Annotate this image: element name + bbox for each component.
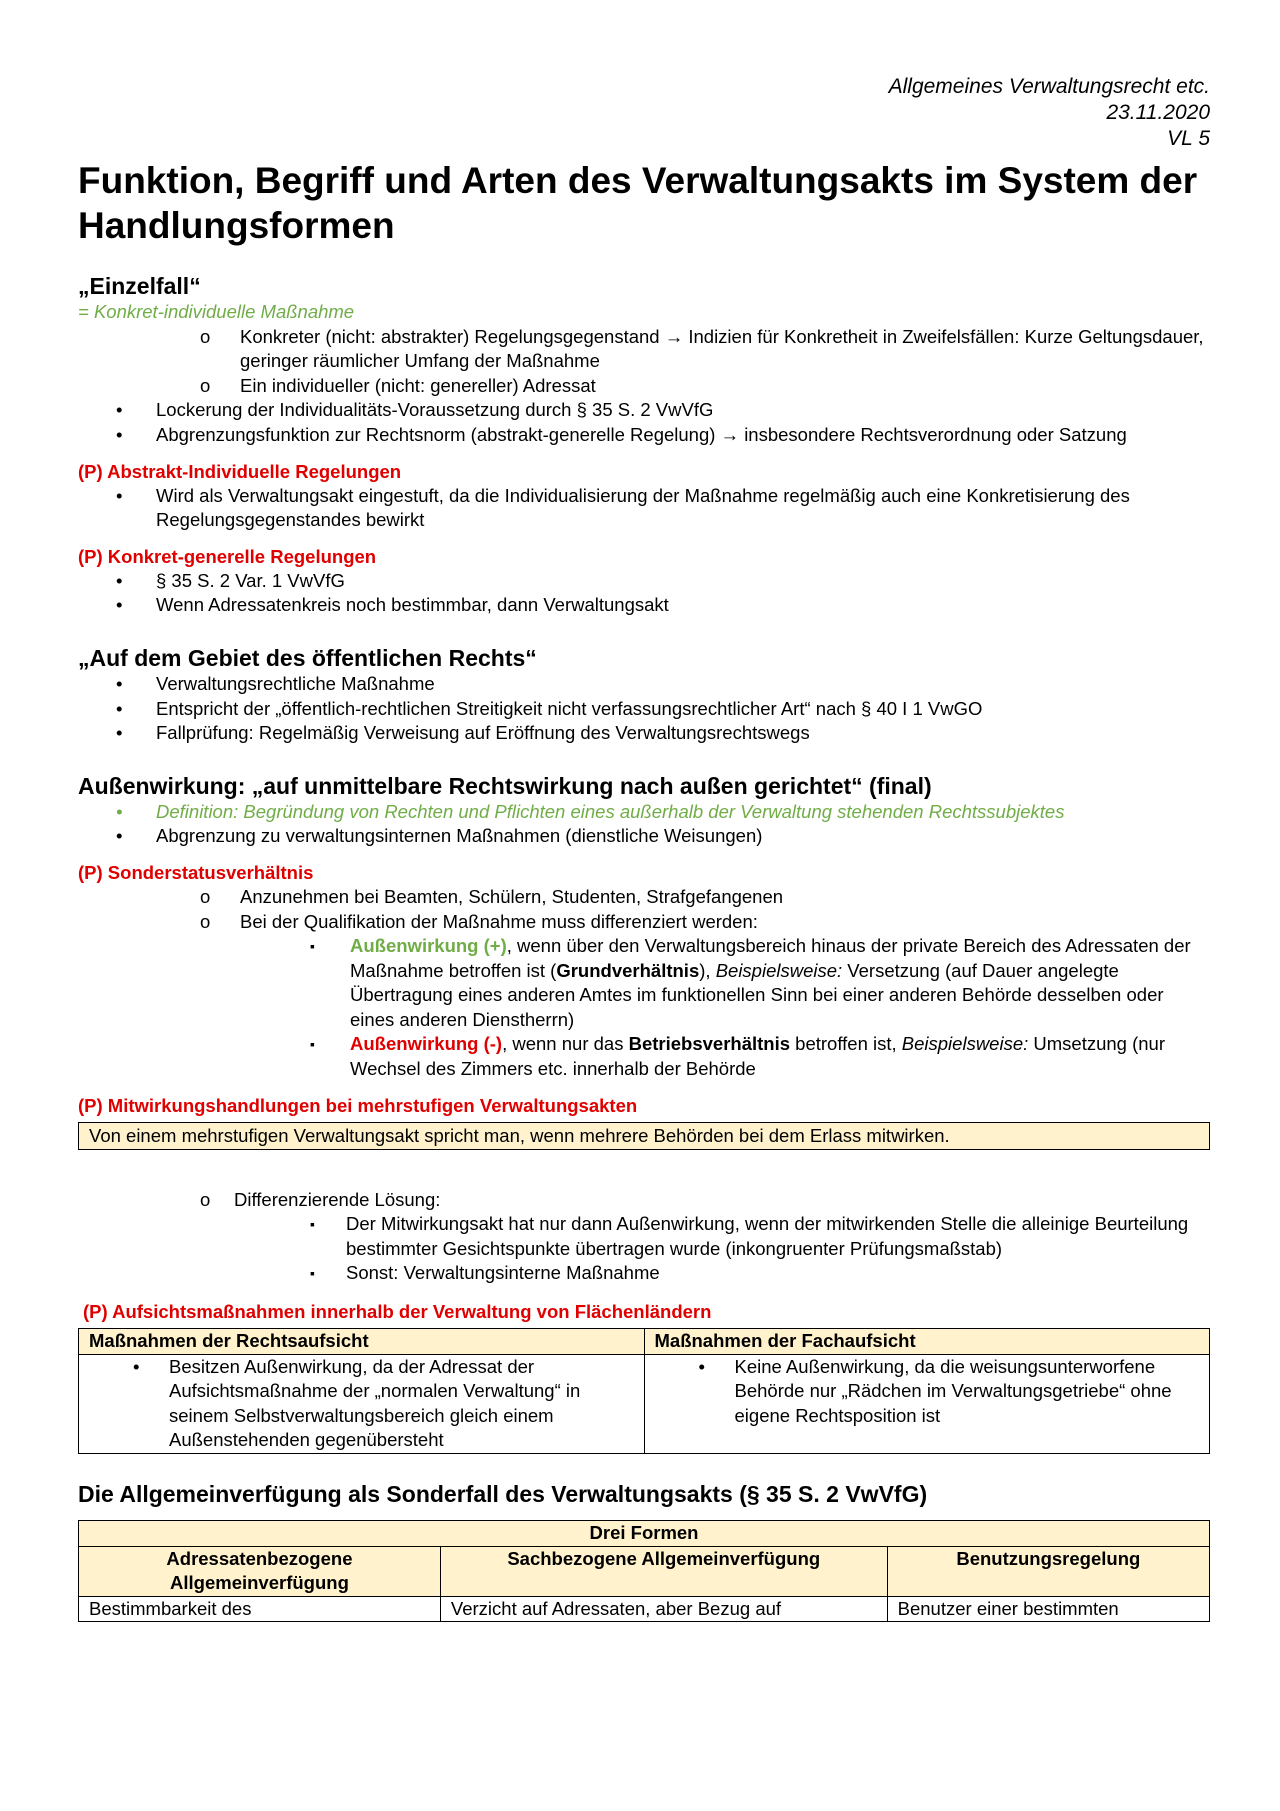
aussenwirkung-negativ-label: Außenwirkung (-) [350, 1033, 503, 1055]
header-meta [78, 74, 1210, 152]
page-title: Funktion, Begriff und Arten des Verwaltungsakts im System der Handlungsformen [78, 160, 1198, 246]
list-item: ▪ Der Mitwirkungsakt hat nur dann Außenwirkung, wenn der mitwirkenden Stelle die alleinige Beurteilung bestimmter Gesichtspunkte übertragen wurde (inkongruenter Prüfungsmaßstab) [78, 1212, 1210, 1261]
mitwirkung-square-list [78, 1212, 1210, 1286]
list-item: o Konkreter (nicht: abstrakter) Regelungsgegenstand → Indizien für Konkretheit in Zweifelsfällen: Kurze Geltungsdauer, geringer räumlicher Umfang der Maßnahme [78, 325, 1210, 374]
column-header-adressatenbezogen: Adressatenbezogene Allgemeinverfügung [79, 1546, 441, 1596]
section-heading-aussenwirkung: Außenwirkung: „auf unmittelbare Rechtswirkung nach außen gerichtet“ (final) [78, 772, 932, 799]
list-item: • Abgrenzungsfunktion zur Rechtsnorm (abstrakt-generelle Regelung) → insbesondere Rechtsverordnung oder Satzung [78, 423, 1210, 448]
list-item-aussenwirkung-negativ [78, 1032, 1210, 1081]
table-cell [79, 1354, 645, 1453]
table-cell: Verzicht auf Adressaten, aber Bezug auf [440, 1596, 887, 1622]
problem-heading-mitwirkung: (P) Mitwirkungshandlungen bei mehrstufigen Verwaltungsakten [78, 1094, 638, 1116]
course-name: Allgemeines Verwaltungsrecht etc. [888, 75, 1210, 98]
mitwirkung-circle-list [78, 1188, 1210, 1213]
konkret-generell-list [78, 569, 1210, 618]
cell-text-fachaufsicht: • Keine Außenwirkung, da die weisungsunterworfene Behörde nur „Rädchen im Verwaltungsgetriebe“ ohne eigene Rechtsposition ist [655, 1355, 1200, 1429]
list-item: o Anzunehmen bei Beamten, Schülern, Studenten, Strafgefangenen [78, 885, 1210, 910]
text-segment: , wenn über den Verwaltungsbereich hinaus der private Bereich des Adressaten der Maßnahme betroffen ist ( [350, 935, 1191, 981]
table-title: Drei Formen [79, 1521, 1210, 1547]
column-header-rechtsaufsicht: Maßnahmen der Rechtsaufsicht [79, 1329, 645, 1355]
list-item: o Differenzierende Lösung: [78, 1188, 1210, 1213]
text-segment: , wenn nur das [502, 1033, 629, 1055]
einzelfall-subtitle: = Konkret-individuelle Maßnahme [78, 301, 355, 322]
list-item-aussenwirkung-positiv [78, 934, 1210, 1032]
list-item: o Bei der Qualifikation der Maßnahme muss differenziert werden: [78, 910, 1210, 935]
table-cell [644, 1354, 1210, 1453]
section-heading-allgemeinverfuegung: Die Allgemeinverfügung als Sonderfall des Verwaltungsakts (§ 35 S. 2 VwVfG) [78, 1481, 928, 1507]
lecture-date: 23.11.2020 [1106, 101, 1210, 124]
text-segment: ), [699, 959, 716, 981]
einzelfall-circle-list [78, 325, 1210, 399]
abstrakt-individuell-list [78, 484, 1210, 533]
betriebsverhaeltnis-term: Betriebsverhältnis [628, 1033, 791, 1055]
list-item: • Lockerung der Individualitäts-Voraussetzung durch § 35 S. 2 VwVfG [78, 398, 1210, 423]
sonderstatus-square-list [78, 934, 1210, 1082]
cell-text-rechtsaufsicht: • Besitzen Außenwirkung, da der Adressat der Aufsichtsmaßnahme der „normalen Verwaltung“ in seinem Selbstverwaltungsbereich gleich einem Außenstehenden gegenübersteht [89, 1355, 634, 1453]
oeffentliches-recht-list [78, 672, 1210, 746]
list-item: • § 35 S. 2 Var. 1 VwVfG [78, 569, 1210, 594]
problem-heading-abstrakt-individuell: (P) Abstrakt-Individuelle Regelungen [78, 460, 402, 482]
problem-heading-aufsicht: (P) Aufsichtsmaßnahmen innerhalb der Verwaltung von Flächenländern [83, 1301, 712, 1323]
table-cell: Bestimmbarkeit des [79, 1596, 441, 1622]
lecture-number: VL 5 [1167, 127, 1210, 150]
example-label: Beispielsweise: [715, 959, 843, 981]
column-header-benutzungsregelung: Benutzungsregelung [887, 1546, 1209, 1596]
list-item: • Abgrenzung zu verwaltungsinternen Maßnahmen (dienstliche Weisungen) [78, 824, 1210, 849]
section-heading-einzelfall: „Einzelfall“ [78, 273, 201, 299]
list-item: • Wenn Adressatenkreis noch bestimmbar, dann Verwaltungsakt [78, 593, 1210, 618]
sonderstatus-circle-list [78, 885, 1210, 934]
list-item: • Entspricht der „öffentlich-rechtlichen Streitigkeit nicht verfassungsrechtlicher Art“ nach § 40 I 1 VwGO [78, 697, 1210, 722]
allgemeinverfuegung-table [78, 1520, 1210, 1622]
grundverhaeltnis-term: Grundverhältnis [556, 959, 700, 981]
list-item: • Verwaltungsrechtliche Maßnahme [78, 672, 1210, 697]
einzelfall-bullet-list [78, 398, 1210, 447]
problem-heading-sonderstatus: (P) Sonderstatusverhältnis [78, 861, 314, 883]
problem-heading-konkret-generell: (P) Konkret-generelle Regelungen [78, 545, 377, 567]
definition-box: Von einem mehrstufigen Verwaltungsakt spricht man, wenn mehrere Behörden bei dem Erlass mitwirken. [78, 1122, 1210, 1150]
table-cell: Benutzer einer bestimmten [887, 1596, 1209, 1622]
text-segment: Umsetzung (nur Wechsel des Zimmers etc. innerhalb der Behörde [350, 1033, 1166, 1080]
aussenwirkung-positiv-label: Außenwirkung (+) [350, 935, 507, 957]
column-header-fachaufsicht: Maßnahmen der Fachaufsicht [644, 1329, 1210, 1355]
list-item: • Fallprüfung: Regelmäßig Verweisung auf Eröffnung des Verwaltungsrechtswegs [78, 721, 1210, 746]
section-heading-oeffentliches-recht: „Auf dem Gebiet des öffentlichen Rechts“ [78, 644, 537, 671]
text-segment: Versetzung (auf Dauer angelegte Übertragung eines anderen Amtes im funktionellen Sinn bei einer anderen Behörde desselben oder eines anderen Dienstherrn) [350, 959, 1164, 1030]
column-header-sachbezogen: Sachbezogene Allgemeinverfügung [440, 1546, 887, 1596]
aussenwirkung-list [78, 800, 1210, 849]
text-segment: betroffen ist, [790, 1033, 902, 1055]
list-item: • Wird als Verwaltungsakt eingestuft, da die Individualisierung der Maßnahme regelmäßig auch eine Konkretisierung des Regelungsgegenstandes bewirkt [78, 484, 1210, 533]
document-page [78, 74, 1210, 1622]
aufsicht-table [78, 1328, 1210, 1454]
definition-item: • Definition: Begründung von Rechten und Pflichten eines außerhalb der Verwaltung stehenden Rechtssubjektes [78, 800, 1210, 825]
example-label: Beispielsweise: [901, 1033, 1029, 1055]
list-item: o Ein individueller (nicht: genereller) Adressat [78, 374, 1210, 399]
list-item: ▪ Sonst: Verwaltungsinterne Maßnahme [78, 1261, 1210, 1286]
